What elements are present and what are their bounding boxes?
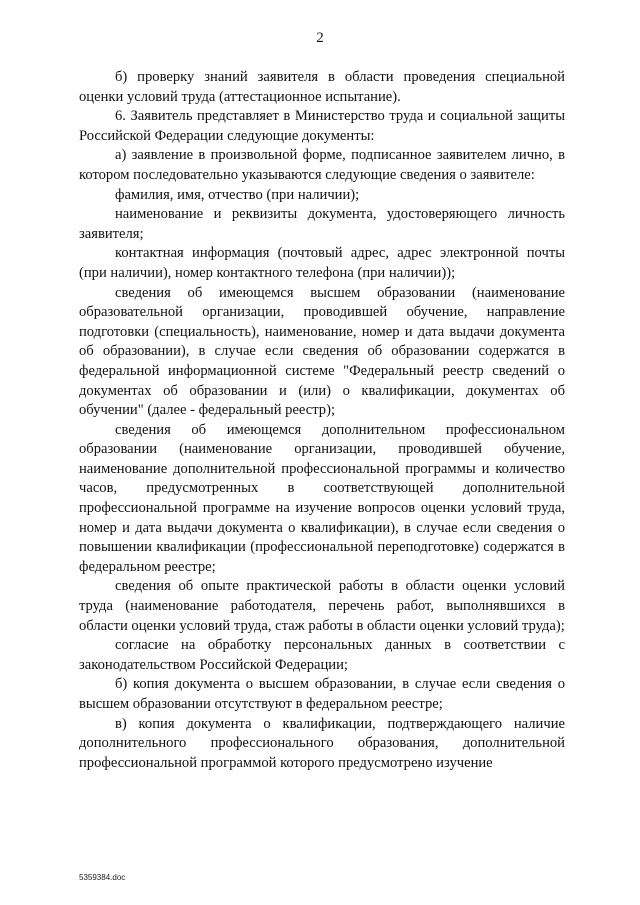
document-body	[79, 68, 565, 773]
paragraph: б) копия документа о высшем образовании, в случае если сведения о высшем образовании отсутствуют в федеральном реестре;	[79, 676, 565, 712]
paragraph: б) проверку знаний заявителя в области проведения специальной оценки условий труда (аттестационное испытание).	[79, 69, 565, 105]
page-number: 2	[316, 30, 324, 46]
paragraph: в) копия документа о квалификации, подтверждающего наличие дополнительного профессионального образования, дополнительной профессиональной программой которого предусмотрено изучение	[79, 715, 565, 771]
paragraph: согласие на обработку персональных данных в соответствии с законодательством Российской Федерации;	[79, 637, 565, 673]
paragraph: сведения об имеющемся дополнительном профессиональном образовании (наименование организации, проводившей обучение, наименование дополнительной профессиональной программы и количество часов, предусмотренных в соответствующей дополнительной профессиональной программе на изучение вопросов оценки условий труда, номер и дата выдачи документа о квалификации), в случае если сведения о повышении квалификации (профессиональной переподготовке) содержатся в федеральном реестре;	[79, 421, 565, 575]
paragraph: а) заявление в произвольной форме, подписанное заявителем лично, в котором последовательно указываются следующие сведения о заявителе:	[79, 147, 565, 183]
paragraph: сведения об опыте практической работы в области оценки условий труда (наименование работодателя, перечень работ, выполнявшихся в области оценки условий труда, стаж работы в области оценки условий труда);	[79, 578, 565, 634]
paragraph: наименование и реквизиты документа, удостоверяющего личность заявителя;	[79, 206, 565, 242]
paragraph: 6. Заявитель представляет в Министерство труда и социальной защиты Российской Федерации следующие документы:	[79, 108, 565, 144]
footer-filename: 5359384.doc	[79, 873, 126, 882]
paragraph: сведения об имеющемся высшем образовании (наименование образовательной организации, проводившей обучение, направление подготовки (специальность), наименование, номер и дата выдачи документа об образовании), в случае если сведения об образовании содержатся в федеральной информационной системе "Федеральный реестр сведений о документах об образовании и (или) о квалификации, документах об обучении" (далее - федеральный реестр);	[79, 284, 565, 419]
paragraph: контактная информация (почтовый адрес, адрес электронной почты (при наличии), номер контактного телефона (при наличии));	[79, 245, 565, 281]
paragraph: фамилия, имя, отчество (при наличии);	[115, 186, 360, 203]
